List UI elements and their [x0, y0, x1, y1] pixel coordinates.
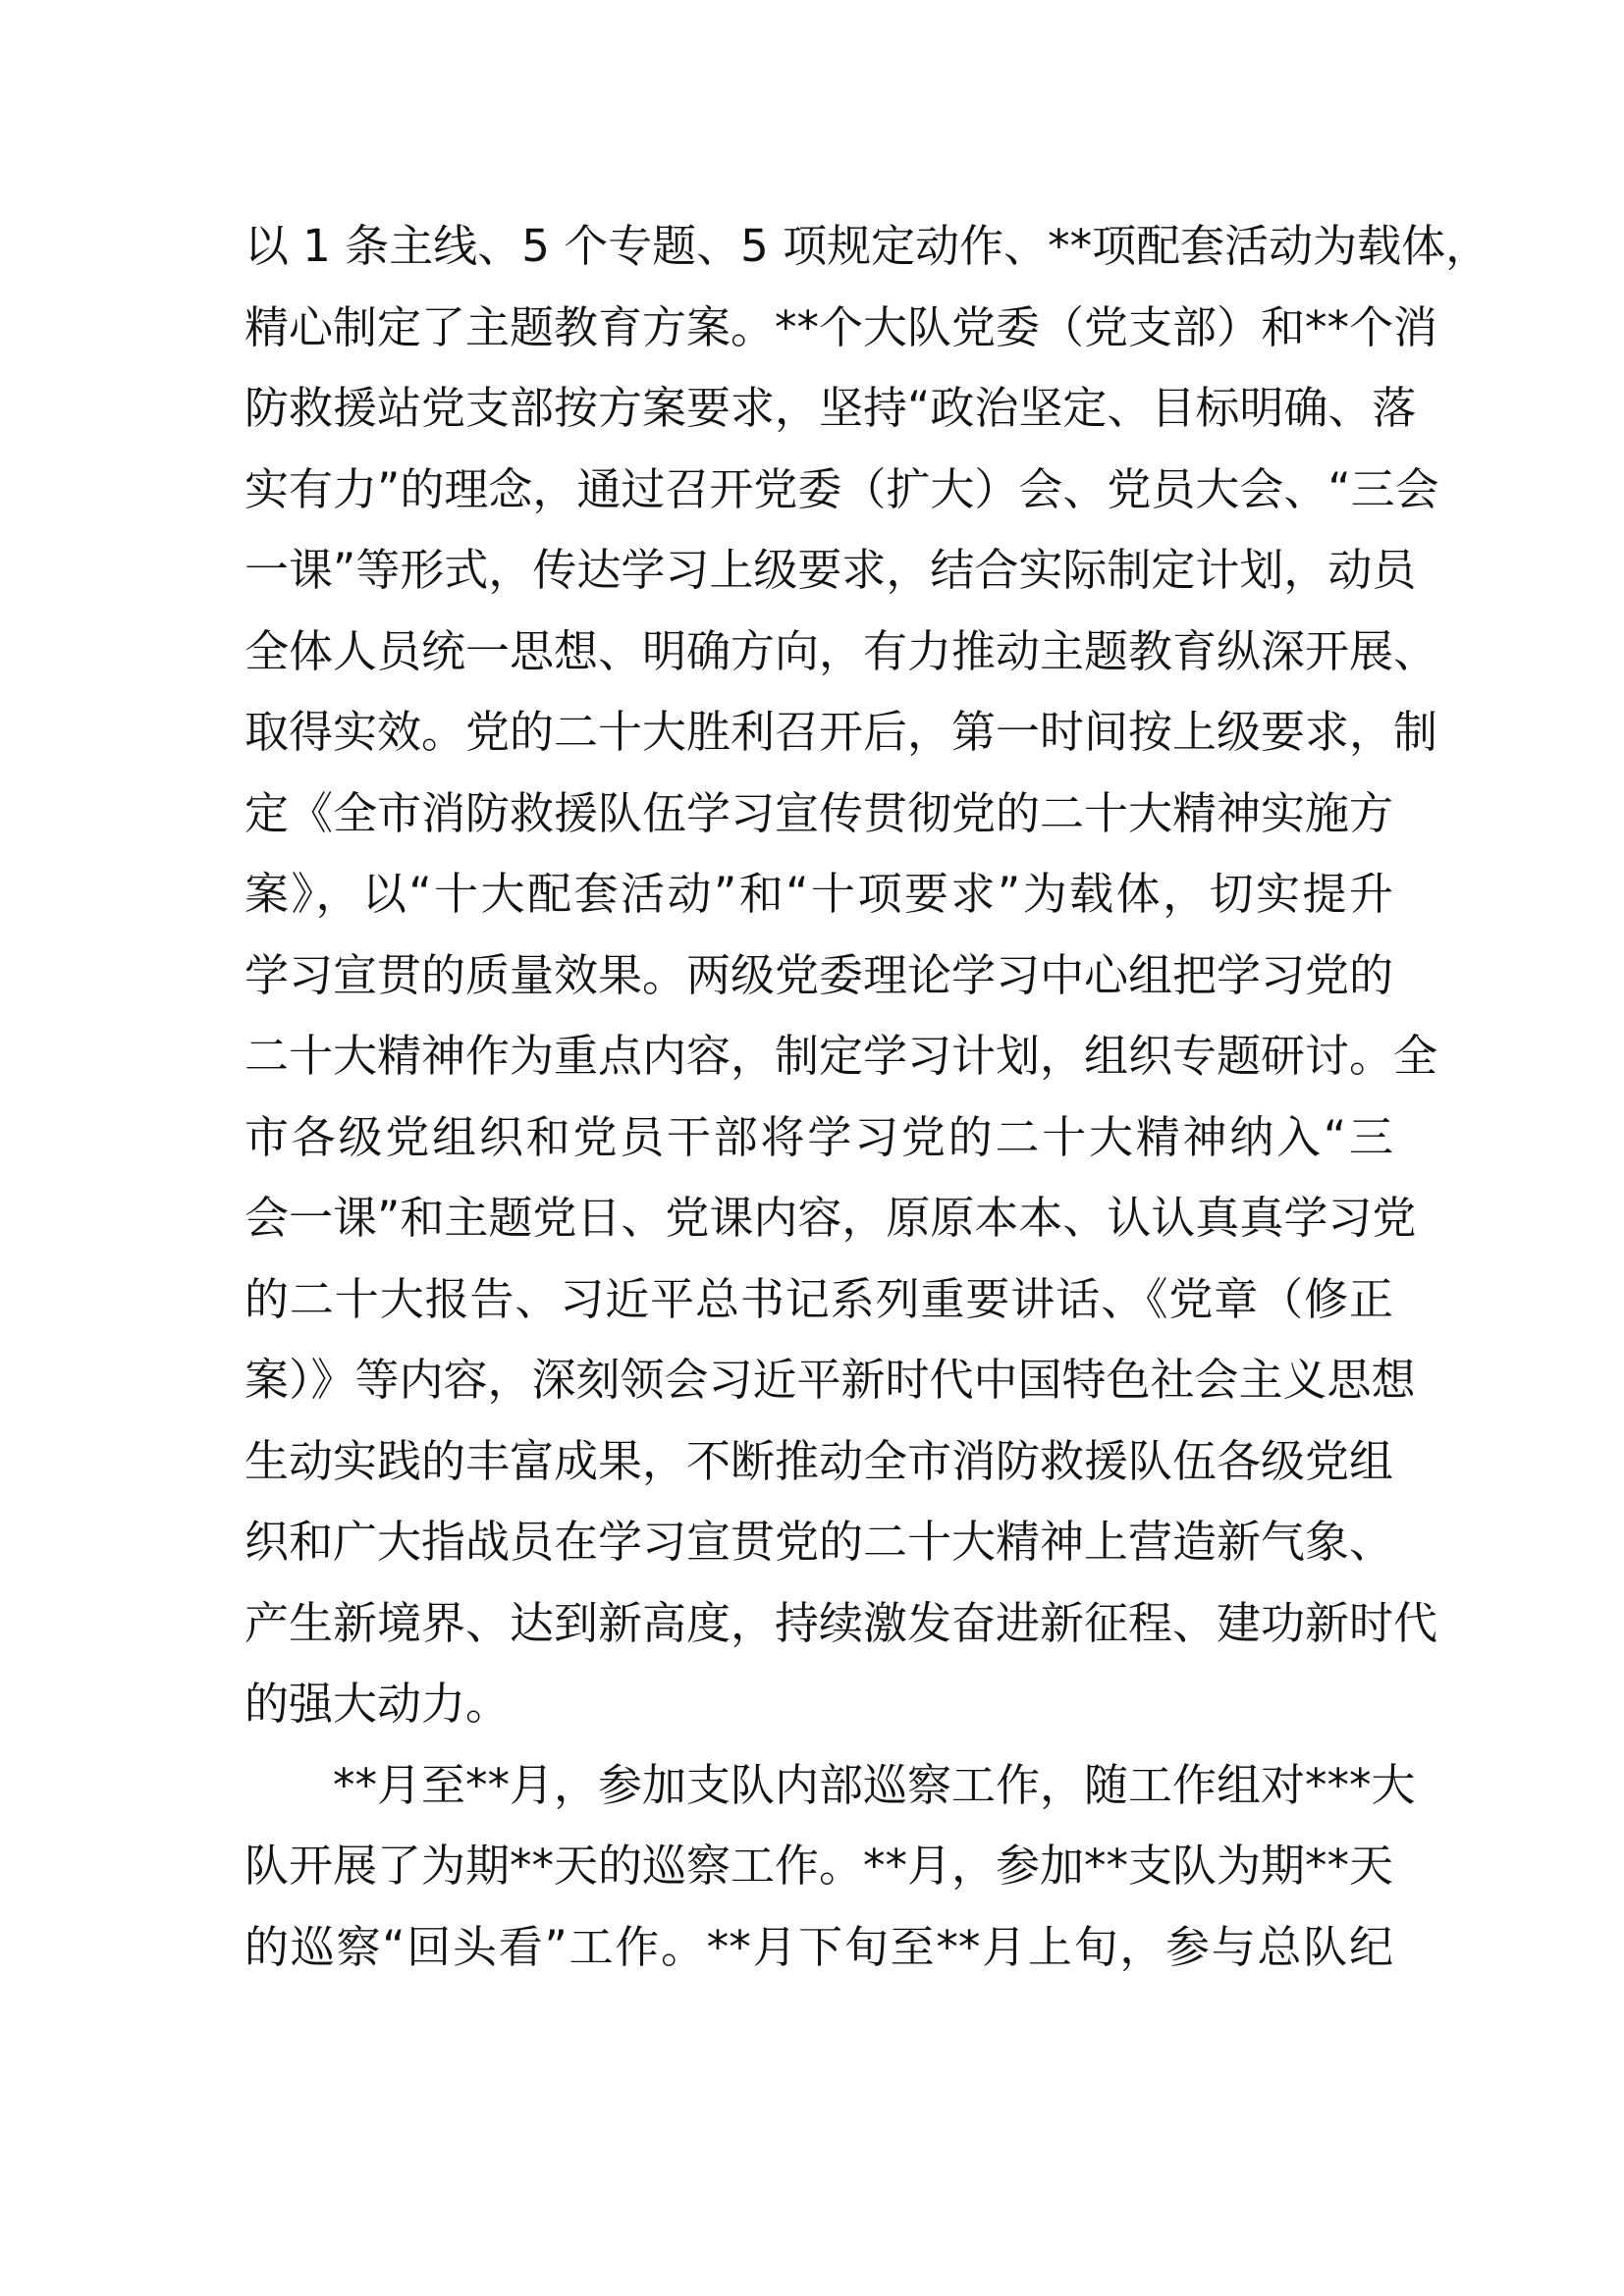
- paragraph-1-line: 一课”等形式，传达学习上级要求，结合实际制定计划，动员: [244, 544, 1417, 596]
- paragraph-1-line: 实有力”的理念，通过召开党委（扩大）会、党员大会、“三会: [244, 462, 1439, 515]
- paragraph-1-line: 二十大精神作为重点内容，制定学习计划，组织专题研讨。全: [244, 1030, 1438, 1082]
- paragraph-1-line: 生动实践的丰富成果，不断推动全市消防救援队伍各级党组: [244, 1434, 1394, 1487]
- paragraph-1-line: 防救援站党支部按方案要求，坚持“政治坚定、目标明确、落: [244, 382, 1417, 434]
- paragraph-1-line: 市各级党组织和党员干部将学习党的二十大精神纳入“三: [244, 1110, 1393, 1163]
- paragraph-1-line: 产生新境界、达到新高度，持续激发奋进新征程、建功新时代: [244, 1596, 1438, 1649]
- paragraph-1-line: 取得实效。党的二十大胜利召开后，第一时间按上级要求，制: [244, 706, 1438, 758]
- paragraph-1-line: 案）》等内容，深刻领会习近平新时代中国特色社会主义思想: [244, 1354, 1416, 1406]
- paragraph-1-line: 学习宣贯的质量效果。两级党委理论学习中心组把学习党的: [244, 948, 1394, 1001]
- paragraph-1-line: 织和广大指战员在学习宣贯党的二十大精神上营造新气象、: [244, 1516, 1394, 1568]
- document-body: [244, 206, 1490, 1988]
- paragraph-2-line: **月至**月，参加支队内部巡察工作，随工作组对***大: [333, 1758, 1416, 1811]
- paragraph-1-line: 精心制定了主题教育方案。**个大队党委（党支部）和**个消: [244, 300, 1438, 353]
- paragraph-1-line: 全体人员统一思想、明确方向，有力推动主题教育纵深开展、: [244, 624, 1438, 677]
- paragraph-1-line: 的二十大报告、习近平总书记系列重要讲话、《党章（修正: [244, 1272, 1393, 1325]
- paragraph-1-line: 的强大动力。: [244, 1678, 511, 1730]
- paragraph-1-line: 会一课”和主题党日、党课内容，原原本本、认认真真学习党: [244, 1192, 1417, 1244]
- paragraph-1-line: 以 1 条主线、5 个专题、5 项规定动作、**项配套活动为载体，: [244, 220, 1490, 272]
- paragraph-2-line: 的巡察“回头看”工作。**月下旬至**月上旬，参与总队纪: [244, 1920, 1393, 1973]
- paragraph-1-line: 定《全市消防救援队伍学习宣传贯彻党的二十大精神实施方: [244, 786, 1394, 839]
- paragraph-1-line: 案》，以“十大配套活动”和“十项要求”为载体，切实提升: [244, 868, 1393, 920]
- paragraph-2-line: 队开展了为期**天的巡察工作。**月，参加**支队为期**天: [244, 1840, 1394, 1892]
